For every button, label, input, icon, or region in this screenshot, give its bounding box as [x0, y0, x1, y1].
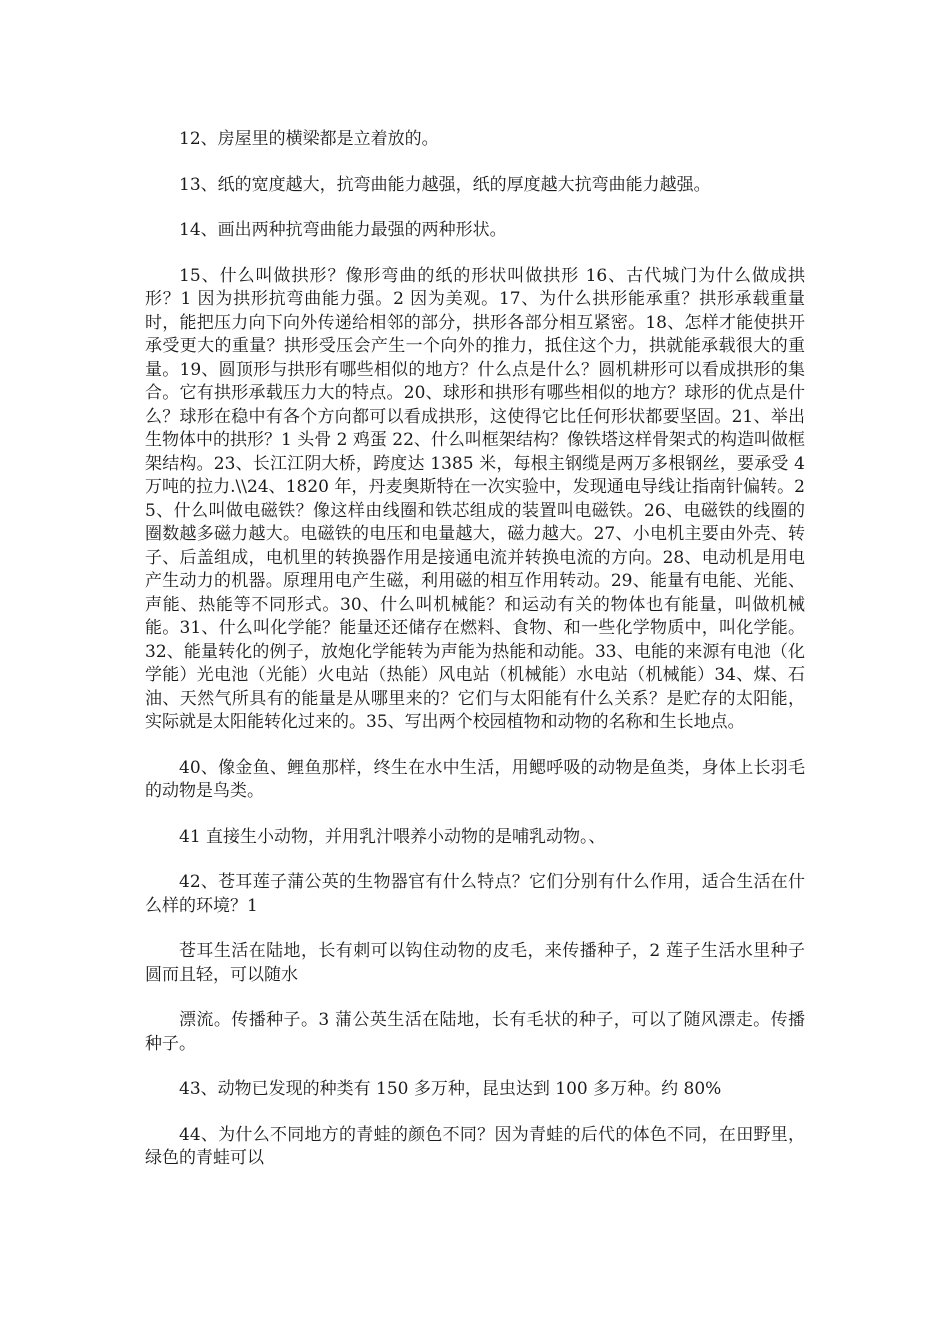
- paragraph-42-answer-2: 漂流。传播种子。3 蒲公英生活在陆地，长有毛状的种子，可以了随风漂走。传播种子。: [145, 1010, 805, 1054]
- paragraph-15-35: 15、什么叫做拱形？像形弯曲的纸的形状叫做拱形 16、古代城门为什么做成拱形？1 因为拱形抗弯曲能力强。2 因为美观。17、为什么拱形能承重？拱形承载重量时，能把压力向下向外传递给相邻的部分，拱形各部分相互紧密。18、怎样才能使拱开承受更大的重量？拱形受压会产生一个向外的推力，抵住这个力，拱就能承载很大的重量。19、圆顶形与拱形有哪些相似的地方？什么点是什么？圆机耕形可以看成拱形的集合。它有拱形承载压力大的特点。20、球形和拱形有哪些相似的地方？球形的优点是什么？球形在稳中有各个方向都可以看成拱形，这使得它比任何形状都要坚固。21、举出生物体中的拱形？1 头骨 2 鸡蛋 22、什么叫框架结构？像铁塔这样骨架式的构造叫做框架结构。23、长江江阴大桥，跨度达 1385 米，每根主钢缆是两万多根钢丝，要承受 4 万吨的拉力.\\24、1820 年，丹麦奥斯特在一次实验中，发现通电导线让指南针偏转。25、什么叫做电磁铁？像这样由线圈和铁芯组成的装置叫电磁铁。26、电磁铁的线圈的圈数越多磁力越大。电磁铁的电压和电量越大，磁力越大。27、小电机主要由外壳、转子、后盖组成，电机里的转换器作用是接通电流并转换电流的方向。28、电动机是用电产生动力的机器。原理用电产生磁，利用磁的相互作用转动。29、能量有电能、光能、声能、热能等不同形式。30、什么叫机械能？和运动有关的物体也有能量，叫做机械能。31、什么叫化学能？能量还还储存在燃料、食物、和一些化学物质中，叫化学能。32、能量转化的例子，放炮化学能转为声能为热能和动能。33、电能的来源有电池（化学能）光电池（光能）火电站（热能）风电站（机械能）水电站（机械能）34、煤、石油、天然气所具有的能量是从哪里来的？它们与太阳能有什么关系？是贮存的太阳能，实际就是太阳能转化过来的。35、写出两个校园植物和动物的名称和生长地点。: [145, 265, 805, 732]
- paragraph-43: 43、动物已发现的种类有 150 多万种，昆虫达到 100 多万种。约 80%: [179, 1079, 722, 1099]
- paragraph-40: 40、像金鱼、鲤鱼那样，终生在水中生活，用鳃呼吸的动物是鱼类，身体上长羽毛的动物是鸟类。: [145, 757, 805, 801]
- paragraph-12: 12、房屋里的横梁都是立着放的。: [179, 129, 439, 149]
- paragraph-42-answer-1: 苍耳生活在陆地，长有刺可以钩住动物的皮毛，来传播种子，2 莲子生活水里种子圆而且轻，可以随水: [145, 941, 805, 985]
- paragraph-41: 41 直接生小动物，并用乳汁喂养小动物的是哺乳动物。、: [179, 826, 606, 847]
- paragraph-42: 42、苍耳莲子蒲公英的生物器官有什么特点？它们分别有什么作用，适合生活在什么样的环境？1: [145, 872, 805, 916]
- paragraph-44: 44、为什么不同地方的青蛙的颜色不同？因为青蛙的后代的体色不同，在田野里，绿色的青蛙可以: [145, 1124, 805, 1168]
- paragraph-13: 13、纸的宽度越大，抗弯曲能力越强，纸的厚度越大抗弯曲能力越强。: [179, 174, 711, 195]
- paragraph-14: 14、画出两种抗弯曲能力最强的两种形状。: [179, 220, 507, 240]
- document-page: [145, 128, 805, 1193]
